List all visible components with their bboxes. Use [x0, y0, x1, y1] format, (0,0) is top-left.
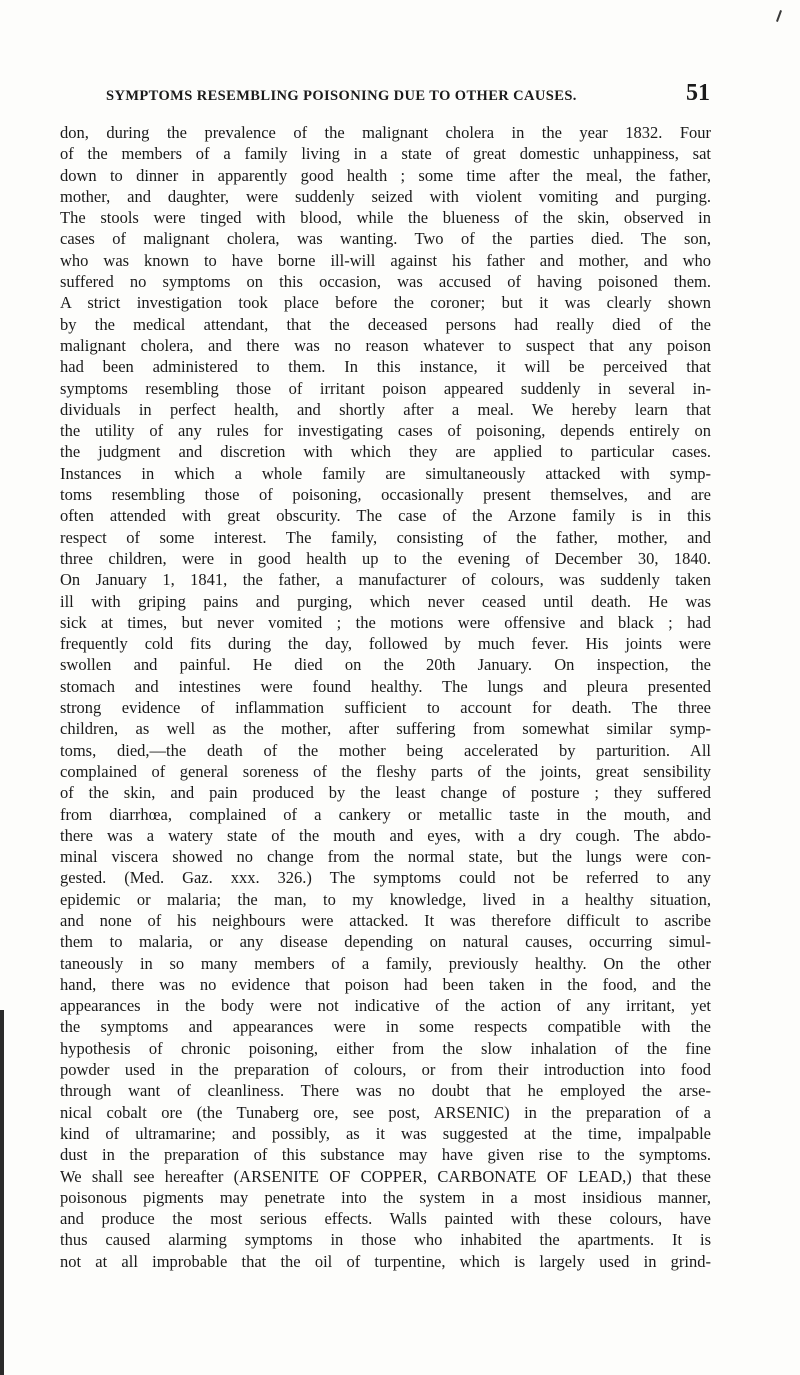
- text-line: A strict investigation took place before the coroner; but it was clearly shown: [60, 293, 711, 313]
- text-line: through want of cleanliness. There was no doubt that he employed the arse-: [60, 1081, 711, 1101]
- text-line: not at all improbable that the oil of turpentine, which is largely used in grind-: [60, 1251, 711, 1271]
- text-line: frequently cold fits during the day, followed by much fever. His joints were: [60, 634, 711, 654]
- corner-mark: [776, 10, 782, 22]
- text-line: thus caused alarming symptoms in those who inhabited the apartments. It is: [60, 1230, 711, 1250]
- text-line: from diarrhœa, complained of a cankery or metallic taste in the mouth, and: [60, 804, 711, 824]
- text-line: of the skin, and pain produced by the least change of posture ; they suffered: [60, 783, 711, 803]
- page-number: 51: [686, 80, 710, 106]
- text-line: symptoms resembling those of irritant poison appeared suddenly in several in-: [60, 378, 711, 398]
- text-line: dividuals in perfect health, and shortly after a meal. We hereby learn that: [60, 399, 711, 419]
- text-line: don, during the prevalence of the malignant cholera in the year 1832. Four: [60, 123, 711, 142]
- text-line: of the members of a family living in a state of great domestic unhappiness, sat: [60, 144, 711, 164]
- text-line: the symptoms and appearances were in some respects compatible with the: [60, 1017, 711, 1037]
- text-line: nical cobalt ore (the Tunaberg ore, see post, ARSENIC) in the preparation of a: [60, 1102, 711, 1122]
- text-line: cases of malignant cholera, was wanting. Two of the parties died. The son,: [60, 229, 711, 249]
- text-line: suffered no symptoms on this occasion, was accused of having poisoned them.: [60, 272, 711, 292]
- text-line: powder used in the preparation of colours, or from their introduction into food: [60, 1060, 711, 1080]
- body-text: [60, 122, 711, 1272]
- text-line: the utility of any rules for investigating cases of poisoning, depends entirely on: [60, 421, 711, 441]
- text-line: by the medical attendant, that the deceased persons had really died of the: [60, 314, 711, 334]
- text-line: The stools were tinged with blood, while the blueness of the skin, observed in: [60, 208, 711, 228]
- text-line: Instances in which a whole family are simultaneously attacked with symp-: [60, 463, 711, 483]
- text-line: swollen and painful. He died on the 20th January. On inspection, the: [60, 655, 711, 675]
- text-line: appearances in the body were not indicative of the action of any irritant, yet: [60, 996, 711, 1016]
- text-line: who was known to have borne ill-will against his father and mother, and who: [60, 250, 711, 270]
- text-line: the judgment and discretion with which they are applied to particular cases.: [60, 442, 711, 462]
- text-line: dust in the preparation of this substance may have given rise to the symptoms.: [60, 1145, 711, 1165]
- text-line: mother, and daughter, were suddenly seized with violent vomiting and purging.: [60, 186, 711, 206]
- text-line: three children, were in good health up to the evening of December 30, 1840.: [60, 548, 711, 568]
- text-line: and produce the most serious effects. Walls painted with these colours, have: [60, 1209, 711, 1229]
- text-line: kind of ultramarine; and possibly, as it was suggested at the time, impalpable: [60, 1123, 711, 1143]
- text-line: often attended with great obscurity. The case of the Arzone family is in this: [60, 506, 711, 526]
- text-line: had been administered to them. In this instance, it will be perceived that: [60, 357, 711, 377]
- text-line: ill with griping pains and purging, which never ceased until death. He was: [60, 591, 711, 611]
- text-line: hand, there was no evidence that poison had been taken in the food, and the: [60, 974, 711, 994]
- text-line: We shall see hereafter (ARSENITE OF COPPER, CARBONATE OF LEAD,) that these: [60, 1166, 711, 1186]
- text-line: toms resembling those of poisoning, occasionally present themselves, and are: [60, 485, 711, 505]
- text-line: epidemic or malaria; the man, to my knowledge, lived in a healthy situation,: [60, 889, 711, 909]
- text-line: complained of general soreness of the fleshy parts of the joints, great sensibility: [60, 761, 711, 781]
- page-edge-shadow: [0, 1010, 4, 1375]
- text-line: stomach and intestines were found healthy. The lungs and pleura presented: [60, 676, 711, 696]
- text-line: malignant cholera, and there was no reason whatever to suspect that any poison: [60, 335, 711, 355]
- text-line: children, as well as the mother, after suffering from somewhat similar symp-: [60, 719, 711, 739]
- text-line: them to malaria, or any disease depending on natural causes, occurring simul-: [60, 932, 711, 952]
- text-line: respect of some interest. The family, consisting of the father, mother, and: [60, 527, 711, 547]
- text-line: sick at times, but never vomited ; the motions were offensive and black ; had: [60, 612, 711, 632]
- text-line: gested. (Med. Gaz. xxx. 326.) The symptoms could not be referred to any: [60, 868, 711, 888]
- text-line: strong evidence of inflammation sufficient to account for death. The three: [60, 698, 711, 718]
- running-head: [60, 80, 710, 110]
- text-line: taneously in so many members of a family, previously healthy. On the other: [60, 953, 711, 973]
- text-line: toms, died,—the death of the mother being accelerated by parturition. All: [60, 740, 711, 760]
- text-line: On January 1, 1841, the father, a manufacturer of colours, was suddenly taken: [60, 570, 711, 590]
- text-line: hypothesis of chronic poisoning, either from the slow inhalation of the fine: [60, 1038, 711, 1058]
- text-line: and none of his neighbours were attacked. It was therefore difficult to ascribe: [60, 910, 711, 930]
- text-line: poisonous pigments may penetrate into the system in a most insidious manner,: [60, 1187, 711, 1207]
- running-title: SYMPTOMS RESEMBLING POISONING DUE TO OTHER CAUSES.: [106, 88, 577, 104]
- text-line: down to dinner in apparently good health ; some time after the meal, the father,: [60, 165, 711, 185]
- text-line: there was a watery state of the mouth and eyes, with a dry cough. The abdo-: [60, 825, 711, 845]
- text-line: minal viscera showed no change from the normal state, but the lungs were con-: [60, 847, 711, 867]
